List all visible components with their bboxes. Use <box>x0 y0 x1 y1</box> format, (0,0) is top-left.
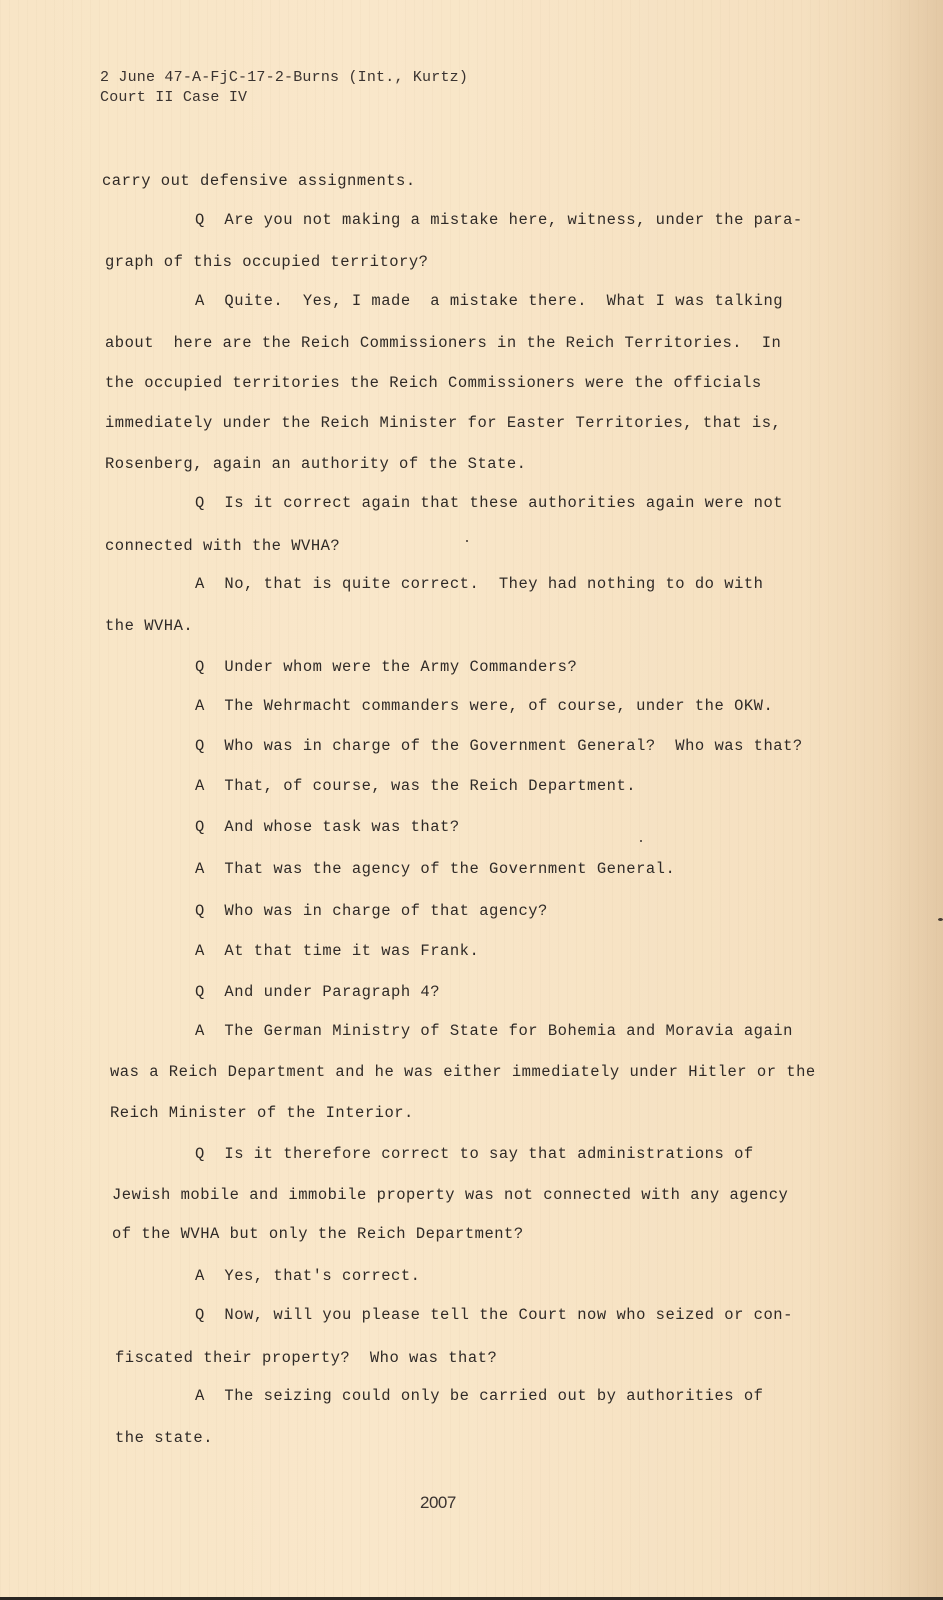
transcript-line: Rosenberg, again an authority of the State. <box>105 455 527 473</box>
paper-speck <box>640 840 642 842</box>
transcript-line: Reich Minister of the Interior. <box>110 1104 414 1122</box>
transcript-line-qa: Q Who was in charge of that agency? <box>195 902 548 920</box>
transcript-line-qa: Q And under Paragraph 4? <box>195 983 441 1001</box>
document-header <box>100 68 468 108</box>
transcript-line-qa: A That was the agency of the Government General. <box>195 860 676 878</box>
transcript-line: the state. <box>115 1429 214 1447</box>
transcript-line-qa: A That, of course, was the Reich Department. <box>195 777 637 795</box>
transcript-line-qa: Q Are you not making a mistake here, witness, under the para- <box>195 211 803 229</box>
transcript-line-qa: A No, that is quite correct. They had nothing to do with <box>195 575 764 593</box>
transcript-line-qa: Q Who was in charge of the Government General? Who was that? <box>195 737 803 755</box>
transcript-line-qa: A The seizing could only be carried out by authorities of <box>195 1387 764 1405</box>
transcript-line-qa: Q Under whom were the Army Commanders? <box>195 658 578 676</box>
transcript-line-qa: Q And whose task was that? <box>195 818 460 836</box>
paper-speck <box>466 540 468 542</box>
transcript-line-qa: Q Is it correct again that these authorities again were not <box>195 494 784 512</box>
header-line-2: Court II Case IV <box>100 89 248 106</box>
transcript-line: carry out defensive assignments. <box>102 172 416 190</box>
transcript-line: the occupied territories the Reich Commissioners were the officials <box>105 374 762 392</box>
transcript-line: about here are the Reich Commissioners in the Reich Territories. In <box>105 334 782 352</box>
transcript-line: immediately under the Reich Minister for Easter Territories, that is, <box>105 414 782 432</box>
transcript-line: connected with the WVHA? <box>105 537 341 555</box>
transcript-line-qa: Q Is it therefore correct to say that administrations of <box>195 1145 754 1163</box>
transcript-line: fiscated their property? Who was that? <box>115 1349 498 1367</box>
page-number: 2007 <box>420 1493 456 1512</box>
header-line-1: 2 June 47-A-FjC-17-2-Burns (Int., Kurtz) <box>100 69 469 86</box>
transcript-line-qa: A The German Ministry of State for Bohemia and Moravia again <box>195 1022 793 1040</box>
transcript-line: Jewish mobile and immobile property was not connected with any agency <box>112 1186 789 1204</box>
transcript-line-qa: A At that time it was Frank. <box>195 942 480 960</box>
transcript-line: graph of this occupied territory? <box>105 253 429 271</box>
transcript-line-qa: A Quite. Yes, I made a mistake there. What I was talking <box>195 292 784 310</box>
transcript-line-qa: Q Now, will you please tell the Court now who seized or con- <box>195 1306 793 1324</box>
transcript-line: was a Reich Department and he was either immediately under Hitler or the <box>110 1063 816 1081</box>
transcript-line: the WVHA. <box>105 617 194 635</box>
transcript-line-qa: A The Wehrmacht commanders were, of course, under the OKW. <box>195 697 774 715</box>
transcript-line: of the WVHA but only the Reich Department? <box>112 1225 524 1243</box>
paper-speck <box>938 918 943 921</box>
transcript-line-qa: A Yes, that's correct. <box>195 1267 421 1285</box>
